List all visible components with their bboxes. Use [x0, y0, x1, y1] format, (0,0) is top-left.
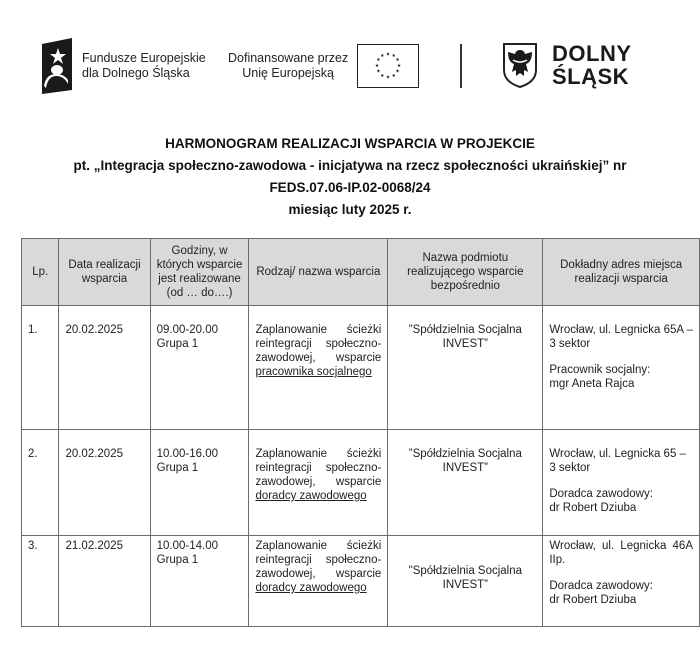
svg-text:★: ★: [385, 75, 391, 81]
fundusze-europejskie-logo-icon: [42, 38, 72, 94]
svg-text:★: ★: [376, 58, 381, 64]
staff-name: mgr Aneta Rajca: [549, 378, 635, 390]
region-line-2: ŚLĄSK: [552, 64, 630, 89]
funds-line-2: dla Dolnego Śląska: [82, 66, 190, 80]
svg-text:★: ★: [385, 52, 391, 58]
support-type-underlined: pracownika socjalnego: [255, 366, 372, 378]
cofinanced-line-2: Unię Europejską: [242, 66, 334, 80]
cell-organization: ”Spółdzielnia Socjalna INVEST”: [388, 306, 543, 430]
svg-text:★: ★: [391, 53, 396, 59]
cell-organization: "Spółdzielnia Socjalna INVEST”: [388, 536, 543, 627]
hours-range: 10.00-14.00: [156, 540, 219, 552]
funds-line-1: Fundusze Europejskie: [82, 51, 206, 65]
cell-support-type: [249, 430, 388, 536]
eu-flag-icon: [357, 44, 419, 88]
cell-hours: [150, 306, 249, 430]
cell-hours: [150, 536, 249, 627]
group-label: Grupa 1: [156, 338, 199, 350]
svg-text:★: ★: [376, 69, 381, 75]
cofinanced-text: [228, 51, 348, 81]
hours-range: 10.00-16.00: [156, 448, 219, 460]
cell-organization: ”Spółdzielnia Socjalna INVEST”: [388, 430, 543, 536]
support-type-text: Zaplanowanie ścieżki reintegracji społeczno-zawodowej, wsparcie: [255, 448, 382, 488]
staff-role: Doradca zawodowy:: [549, 580, 653, 592]
svg-text:★: ★: [396, 63, 402, 69]
table-row: [22, 536, 700, 627]
region-line-1: DOLNY: [552, 41, 632, 66]
header-date: Data realizacji wsparcia: [59, 239, 150, 306]
svg-text:★: ★: [395, 69, 400, 75]
cell-date: 20.02.2025: [59, 306, 150, 430]
cell-lp: 1.: [22, 306, 59, 430]
cell-hours: [150, 430, 249, 536]
support-type-underlined: doradcy zawodowego: [255, 582, 367, 594]
header-address: Dokładny adres miejsca realizacji wsparcia: [543, 239, 700, 306]
group-label: Grupa 1: [156, 554, 199, 566]
cell-support-type: [249, 306, 388, 430]
svg-text:★: ★: [380, 53, 385, 59]
staff-role: Doradca zawodowy:: [549, 488, 653, 500]
header-organization: Nazwa podmiotu realizującego wsparcie bezpośrednio: [388, 239, 543, 306]
dolny-slask-wordmark: [552, 42, 632, 88]
staff-name: dr Robert Dziuba: [549, 594, 637, 606]
cell-lp: 3.: [22, 536, 59, 627]
hours-range: 09.00-20.00: [156, 324, 219, 336]
coat-of-arms-eagle-icon: [502, 42, 538, 88]
header-lp: Lp.: [22, 239, 59, 306]
title-line-1: HARMONOGRAM REALIZACJI WSPARCIA W PROJEKCIE: [165, 136, 535, 151]
support-type-text: Zaplanowanie ścieżki reintegracji społeczno-zawodowej, wsparcie: [255, 324, 382, 364]
cell-address: [543, 306, 700, 430]
header-support-type: Rodzaj/ nazwa wsparcia: [249, 239, 388, 306]
address-text: Wrocław, ul. Legnicka 65 – 3 sektor: [549, 448, 686, 474]
table-row: [22, 306, 700, 430]
svg-text:★: ★: [380, 73, 385, 79]
cell-support-type: [249, 536, 388, 627]
cell-address: [543, 536, 700, 627]
support-type-text: Zaplanowanie ścieżki reintegracji społeczno-zawodowej, wsparcie: [255, 540, 382, 580]
svg-text:★: ★: [395, 58, 400, 64]
cofinanced-line-1: Dofinansowane przez: [228, 51, 349, 65]
title-month: miesiąc luty 2025 r.: [288, 202, 412, 217]
staff-name: dr Robert Dziuba: [549, 502, 637, 514]
address-text: Wrocław, ul. Legnicka 46A IIp.: [549, 540, 693, 566]
cell-date: 20.02.2025: [59, 430, 150, 536]
funds-logo-text: [82, 51, 206, 81]
schedule-table: [21, 238, 700, 627]
cell-lp: 2.: [22, 430, 59, 536]
document-title: [0, 133, 700, 221]
group-label: Grupa 1: [156, 462, 199, 474]
cell-address: [543, 430, 700, 536]
support-type-underlined: doradcy zawodowego: [255, 490, 367, 502]
address-text: Wrocław, ul. Legnicka 65A – 3 sektor: [549, 324, 693, 350]
staff-role: Pracownik socjalny:: [549, 364, 651, 376]
svg-text:★: ★: [391, 73, 396, 79]
logo-bar: [30, 28, 642, 108]
title-project-number: FEDS.07.06-IP.02-0068/24: [269, 180, 431, 195]
title-line-2: pt. „Integracja społeczno-zawodowa - inicjatywa na rzecz społeczności ukraińskiej” nr: [73, 158, 627, 173]
header-hours: Godziny, w których wsparcie jest realizowane (od … do….): [150, 239, 249, 306]
svg-text:★: ★: [374, 63, 380, 69]
logo-separator: [460, 44, 462, 88]
cell-date: 21.02.2025: [59, 536, 150, 627]
table-header-row: [22, 239, 700, 306]
table-row: [22, 430, 700, 536]
